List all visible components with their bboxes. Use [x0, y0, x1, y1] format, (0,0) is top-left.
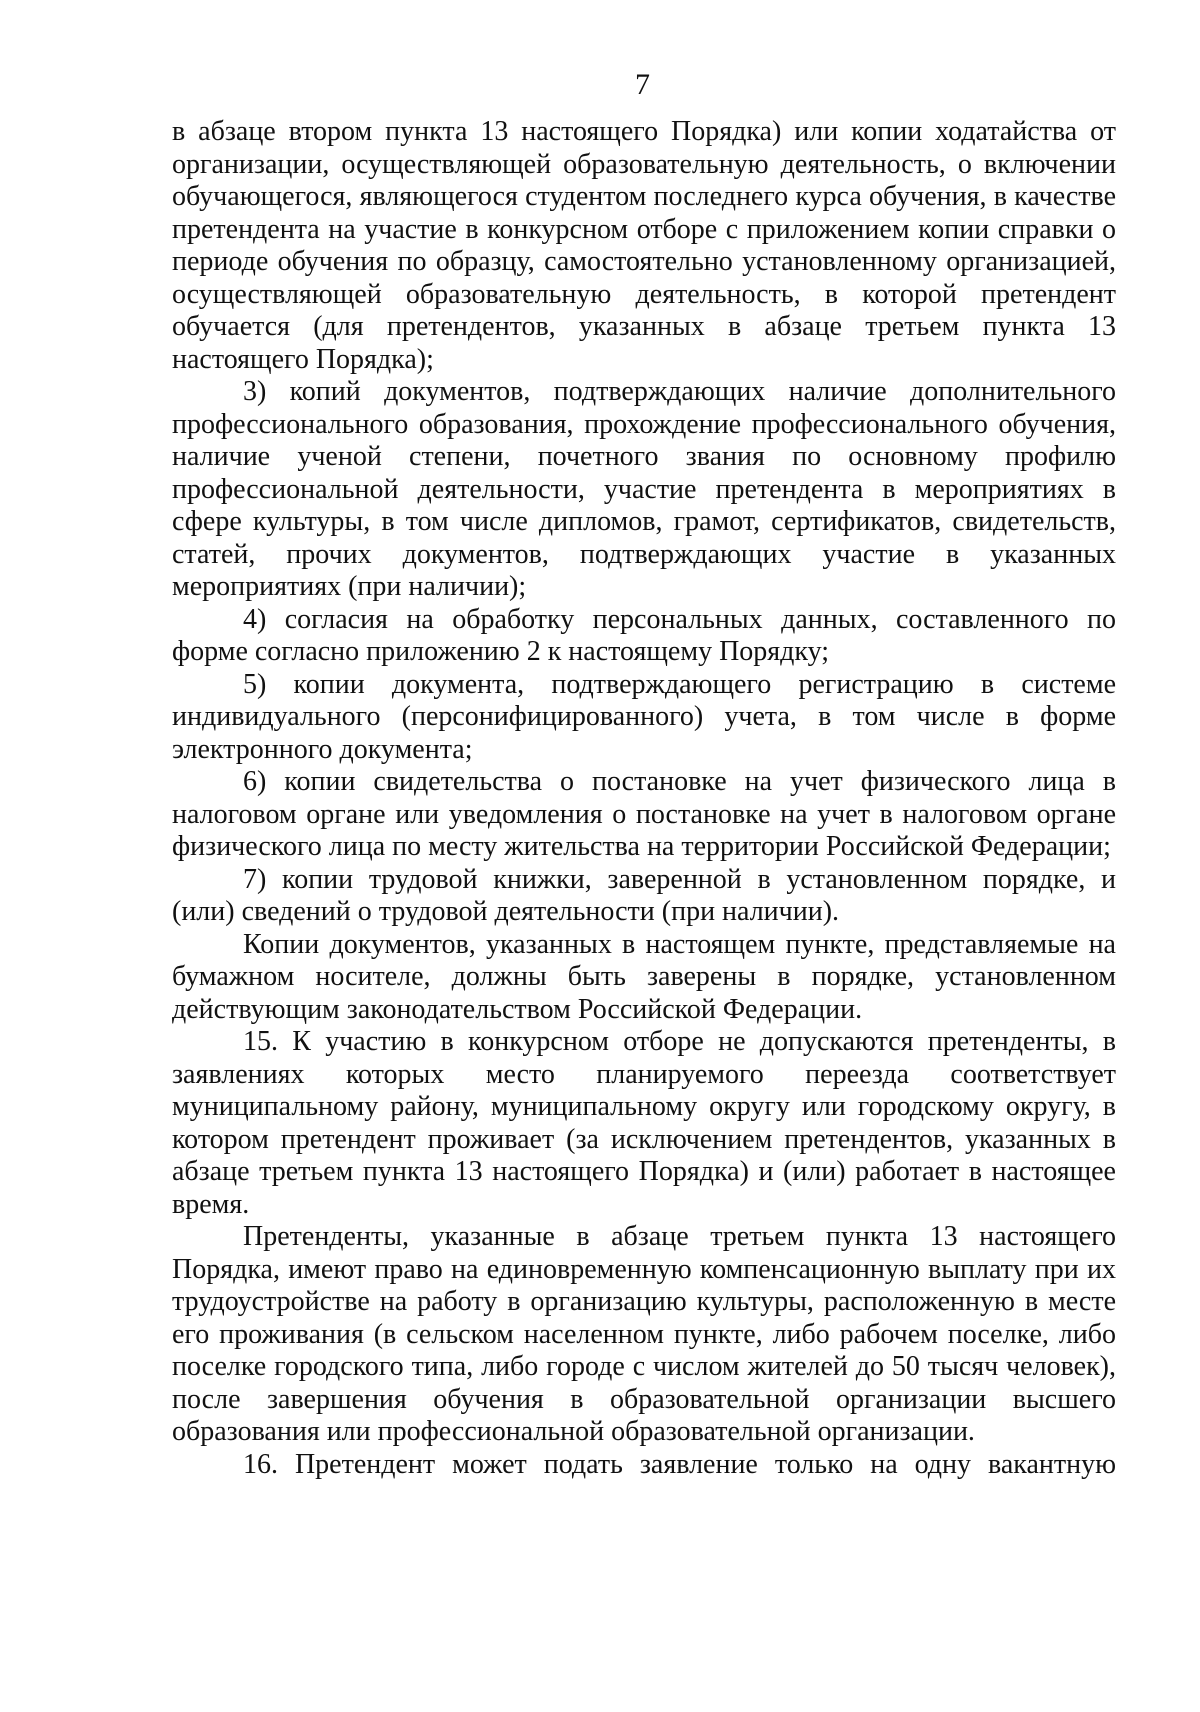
paragraph-compensation: Претенденты, указанные в абзаце третьем пункта 13 настоящего Порядка, имеют право на единовременную компенсационную выплату при их трудоустройстве на работу в организацию культуры, расположенную в месте его проживания (в сельском населенном пункте, либо рабочем поселке, либо поселке городского типа, либо городе с числом жителей до 50 тысяч человек), после завершения обучения в образовательной организации высшего образования или профессиональной образовательной организации.	[172, 1221, 1116, 1447]
paragraph-item-3: 3) копий документов, подтверждающих наличие дополнительного профессионального образования, прохождение профессионального обучения, наличие ученой степени, почетного звания по основному профилю профессиональной деятельности, участие претендента в мероприятиях в сфере культуры, в том числе дипломов, грамот, сертификатов, свидетельств, статей, прочих документов, подтверждающих участие в указанных мероприятиях (при наличии);	[172, 376, 1116, 602]
paragraph-item-5: 5) копии документа, подтверждающего регистрацию в системе индивидуального (персонифицированного) учета, в том числе в форме электронного документа;	[172, 668, 1116, 765]
paragraph-copies-certification: Копии документов, указанных в настоящем пункте, представляемые на бумажном носителе, должны быть заверены в порядке, установленном действующим законодательством Российской Федерации.	[172, 928, 1116, 1025]
paragraph-continuation: в абзаце втором пункта 13 настоящего Порядка) или копии ходатайства от организации, осуществляющей образовательную деятельность, о включении обучающегося, являющегося студентом последнего курса обучения, в качестве претендента на участие в конкурсном отборе с приложением копии справки о периоде обучения по образцу, самостоятельно установленному организацией, осуществляющей образовательную деятельность, в которой претендент обучается (для претендентов, указанных в абзаце третьем пункта 13 настоящего Порядка);	[172, 116, 1116, 375]
paragraph-item-6: 6) копии свидетельства о постановке на учет физического лица в налоговом органе или уведомления о постановке на учет в налоговом органе физического лица по месту жительства на территории Российской Федерации;	[172, 766, 1116, 862]
document-body	[172, 116, 1116, 1481]
page-number: 7	[635, 68, 650, 101]
paragraph-clause-16: 16. Претендент может подать заявление только на одну вакантную	[243, 1448, 1116, 1480]
paragraph-item-7: 7) копии трудовой книжки, заверенной в установленном порядке, и (или) сведений о трудовой деятельности (при наличии).	[172, 863, 1116, 927]
paragraph-item-4: 4) согласия на обработку персональных данных, составленного по форме согласно приложению 2 к настоящему Порядку;	[172, 603, 1116, 667]
paragraph-clause-15: 15. К участию в конкурсном отборе не допускаются претенденты, в заявлениях которых место планируемого переезда соответствует муниципальному району, муниципальному округу или городскому округу, в котором претендент проживает (за исключением претендентов, указанных в абзаце третьем пункта 13 настоящего Порядка) и (или) работает в настоящее время.	[172, 1026, 1116, 1220]
